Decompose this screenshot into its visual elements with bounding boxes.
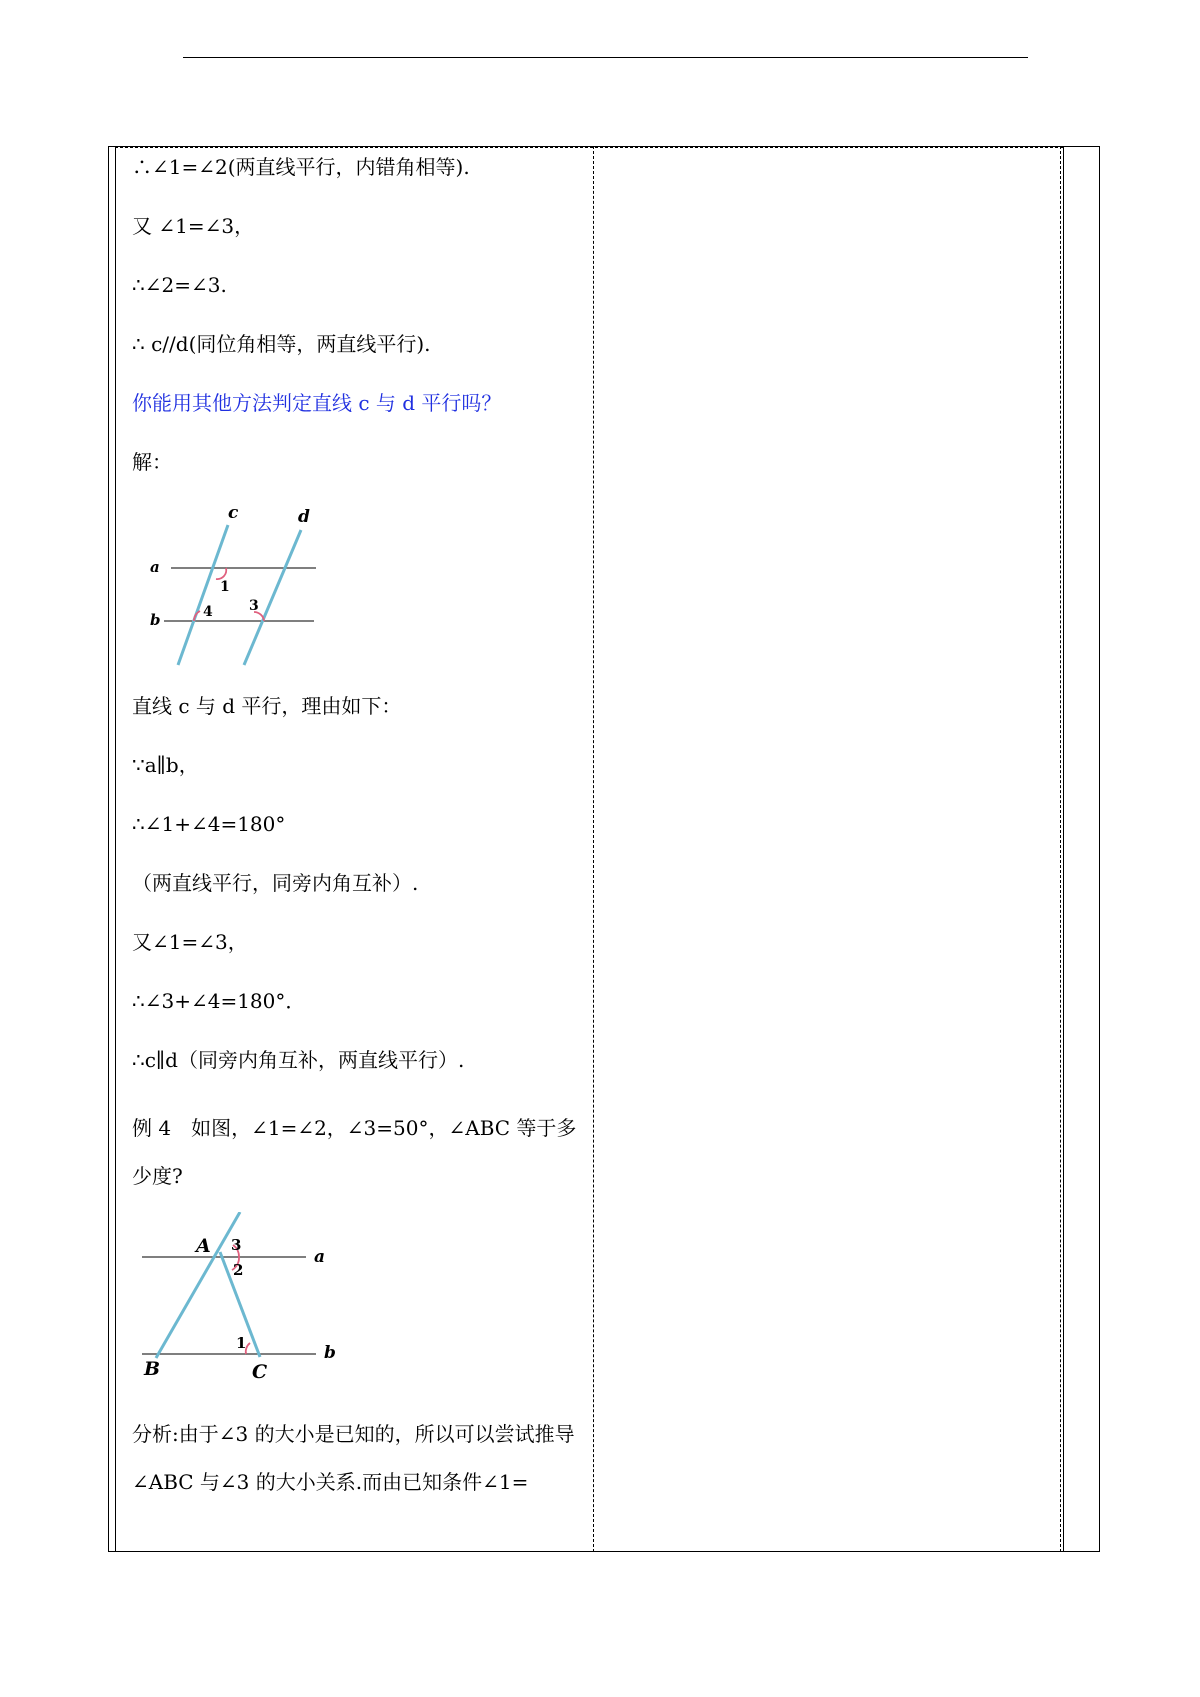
angle-label-1: 1 (220, 579, 230, 595)
proof-line: ∵a∥b， (132, 753, 199, 777)
proof-line: （两直线平行，同旁内角互补）. (132, 871, 419, 895)
line-c (178, 525, 228, 665)
label-c: c (228, 503, 239, 523)
angle-arc-1 (216, 568, 226, 579)
parallel-lines-figure-1 (138, 500, 328, 670)
proof-line: ∴∠1+∠4=180° (132, 812, 286, 836)
triangle-parallel-figure (136, 1212, 376, 1392)
analysis-text: 分析:由于∠3 的大小是已知的，所以可以尝试推导∠ABC 与∠3 的大小关系.而由已知条件∠1= (132, 1422, 575, 1494)
table-left-border (115, 146, 116, 1552)
label-a: a (314, 1247, 326, 1267)
question-line: 你能用其他方法判定直线 c 与 d 平行吗？ (132, 391, 502, 415)
header-rule (183, 57, 1028, 58)
table-right-inner-border (1063, 146, 1064, 1552)
column-divider-right (1060, 146, 1061, 1552)
example-4-text: 例 4 如图，∠1=∠2，∠3=50°，∠ABC 等于多少度? (132, 1116, 577, 1188)
angle-label-3: 3 (231, 1236, 242, 1254)
label-b: b (150, 611, 161, 629)
label-b: b (324, 1343, 336, 1363)
proof-line: 又 ∠1=∠3， (132, 214, 255, 238)
label-A: A (196, 1235, 211, 1257)
label-B: B (144, 1358, 161, 1380)
lesson-content (132, 152, 587, 1522)
angle-label-4: 4 (203, 604, 213, 620)
solution-label: 解： (132, 450, 172, 474)
label-C: C (252, 1361, 268, 1383)
proof-line: ∴∠1=∠2(两直线平行，内错角相等). (132, 155, 470, 179)
line-AB (156, 1212, 240, 1358)
proof-line: ∴∠2=∠3. (132, 273, 227, 297)
proof-line: 又∠1=∠3， (132, 930, 248, 954)
proof-line: ∴ c//d(同位角相等，两直线平行). (132, 332, 431, 356)
angle-label-2: 2 (233, 1261, 244, 1279)
proof-line: ∴∠3+∠4=180°． (132, 989, 306, 1013)
proof-line: ∴c∥d（同旁内角互补，两直线平行）. (132, 1048, 465, 1072)
proof-line: 直线 c 与 d 平行，理由如下： (132, 694, 402, 718)
angle-label-3: 3 (249, 598, 259, 614)
label-d: d (298, 507, 310, 527)
column-divider (593, 146, 594, 1552)
label-a: a (150, 558, 160, 576)
table-top-dash (115, 147, 1063, 148)
angle-label-1: 1 (236, 1334, 247, 1352)
